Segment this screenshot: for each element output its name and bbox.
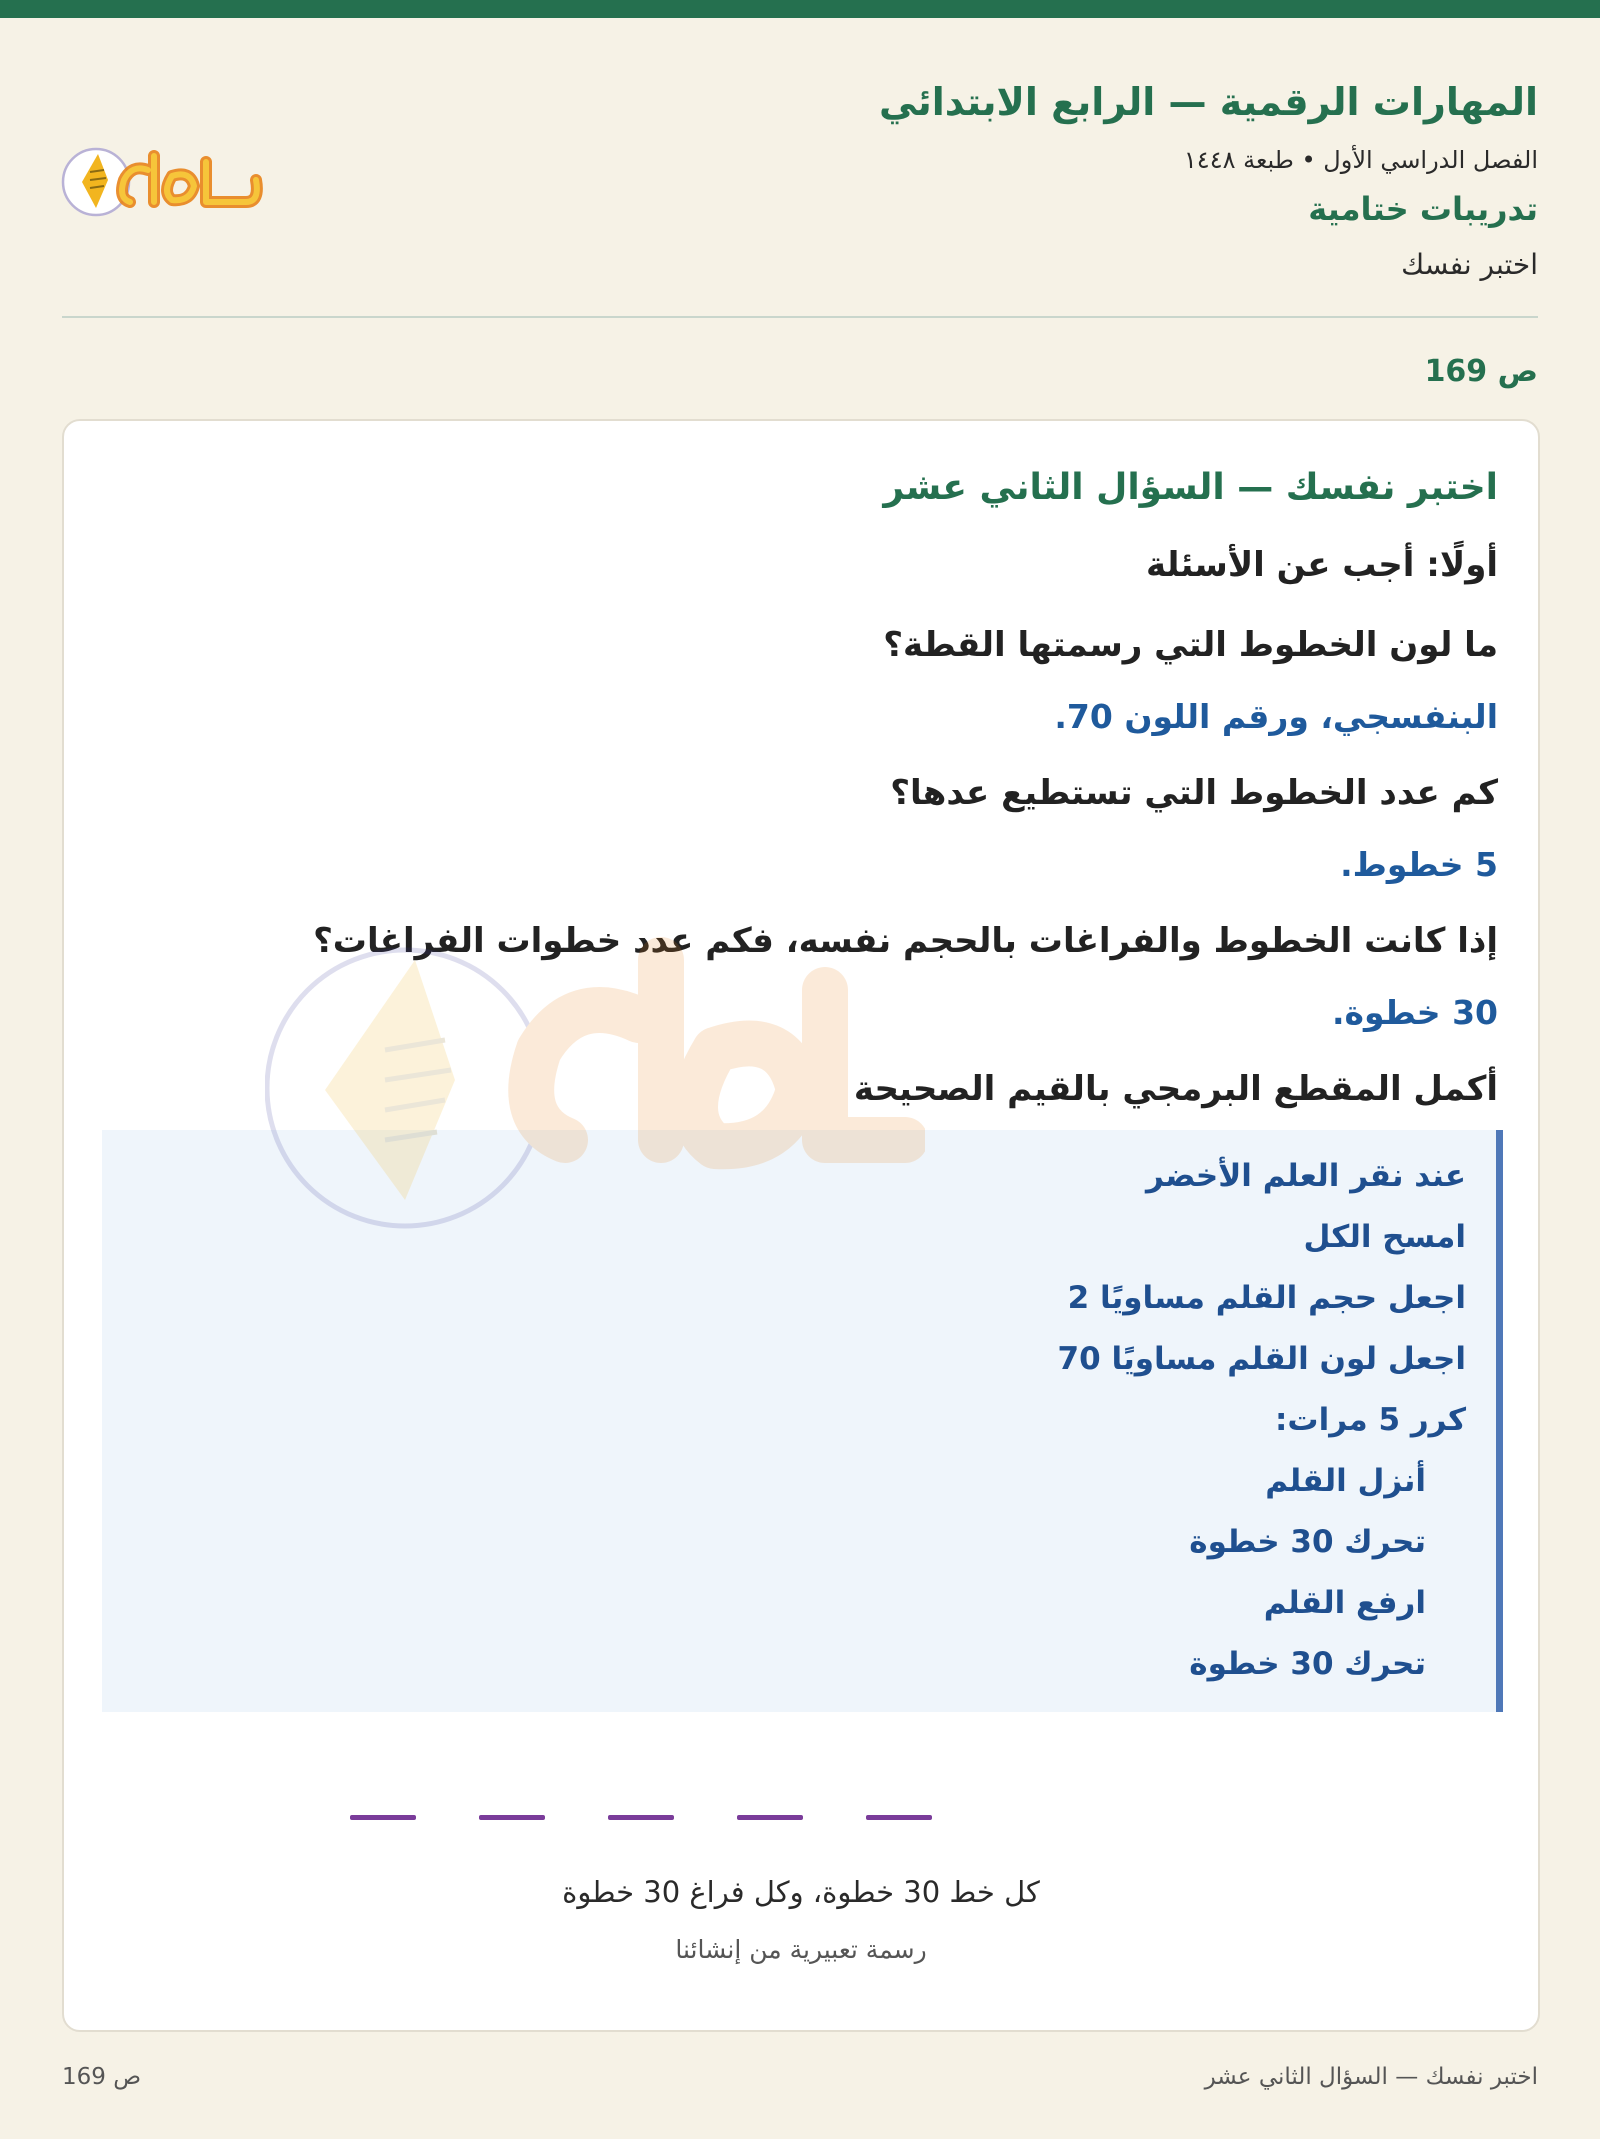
code-line: اجعل لون القلم مساويًا 70	[1057, 1341, 1466, 1377]
drawn-line-segment	[866, 1815, 932, 1820]
answer-2: 5 خطوط.	[1340, 845, 1498, 884]
code-line: امسح الكل	[1303, 1219, 1466, 1255]
drawn-line-segment	[737, 1815, 803, 1820]
code-line-indented: ارفع القلم	[1263, 1585, 1426, 1621]
question-1: ما لون الخطوط التي رسمتها القطة؟	[883, 625, 1498, 665]
code-line-indented: تحرك 30 خطوة	[1189, 1524, 1426, 1560]
code-line-indented: تحرك 30 خطوة	[1189, 1646, 1426, 1682]
question-card	[62, 419, 1540, 2032]
code-line: عند نقر العلم الأخضر	[1146, 1158, 1466, 1194]
drawn-line-segment	[479, 1815, 545, 1820]
part-one-heading: أولًا: أجب عن الأسئلة	[1146, 545, 1498, 585]
answer-1: البنفسجي، ورقم اللون 70.	[1054, 697, 1498, 736]
drawn-line-segment	[608, 1815, 674, 1820]
page-number: ص 169	[1424, 354, 1538, 389]
complete-code-heading: أكمل المقطع البرمجي بالقيم الصحيحة	[853, 1069, 1498, 1109]
question-3: إذا كانت الخطوط والفراغات بالحجم نفسه، فكم عدد خطوات الفراغات؟	[313, 921, 1498, 961]
code-line-indented: أنزل القلم	[1265, 1463, 1426, 1499]
code-line: اجعل حجم القلم مساويًا 2	[1067, 1280, 1466, 1316]
question-2: كم عدد الخطوط التي تستطيع عدها؟	[890, 773, 1498, 813]
illustration-caption: كل خط 30 خطوة، وكل فراغ 30 خطوة	[562, 1875, 1040, 1909]
answer-3: 30 خطوة.	[1331, 993, 1498, 1032]
lesson-title: اختبر نفسك	[1401, 248, 1538, 281]
header-divider	[62, 316, 1538, 318]
code-line: كرر 5 مرات:	[1275, 1402, 1466, 1438]
code-block	[102, 1130, 1503, 1712]
illustration-note: رسمة تعبيرية من إنشائنا	[675, 1935, 927, 1964]
dashed-line-illustration	[64, 1815, 1538, 1835]
drawn-line-segment	[350, 1815, 416, 1820]
question-title: اختبر نفسك — السؤال الثاني عشر	[883, 467, 1498, 508]
section-title: تدريبات ختامية	[1308, 190, 1538, 228]
top-accent-bar	[0, 0, 1600, 18]
brand-logo	[60, 132, 290, 222]
footer-page-number: ص 169	[62, 2064, 142, 2090]
book-title: المهارات الرقمية — الرابع الابتدائي	[879, 80, 1538, 124]
footer-title: اختبر نفسك — السؤال الثاني عشر	[1204, 2064, 1538, 2090]
book-subtitle: الفصل الدراسي الأول • طبعة ١٤٤٨	[1183, 146, 1538, 174]
